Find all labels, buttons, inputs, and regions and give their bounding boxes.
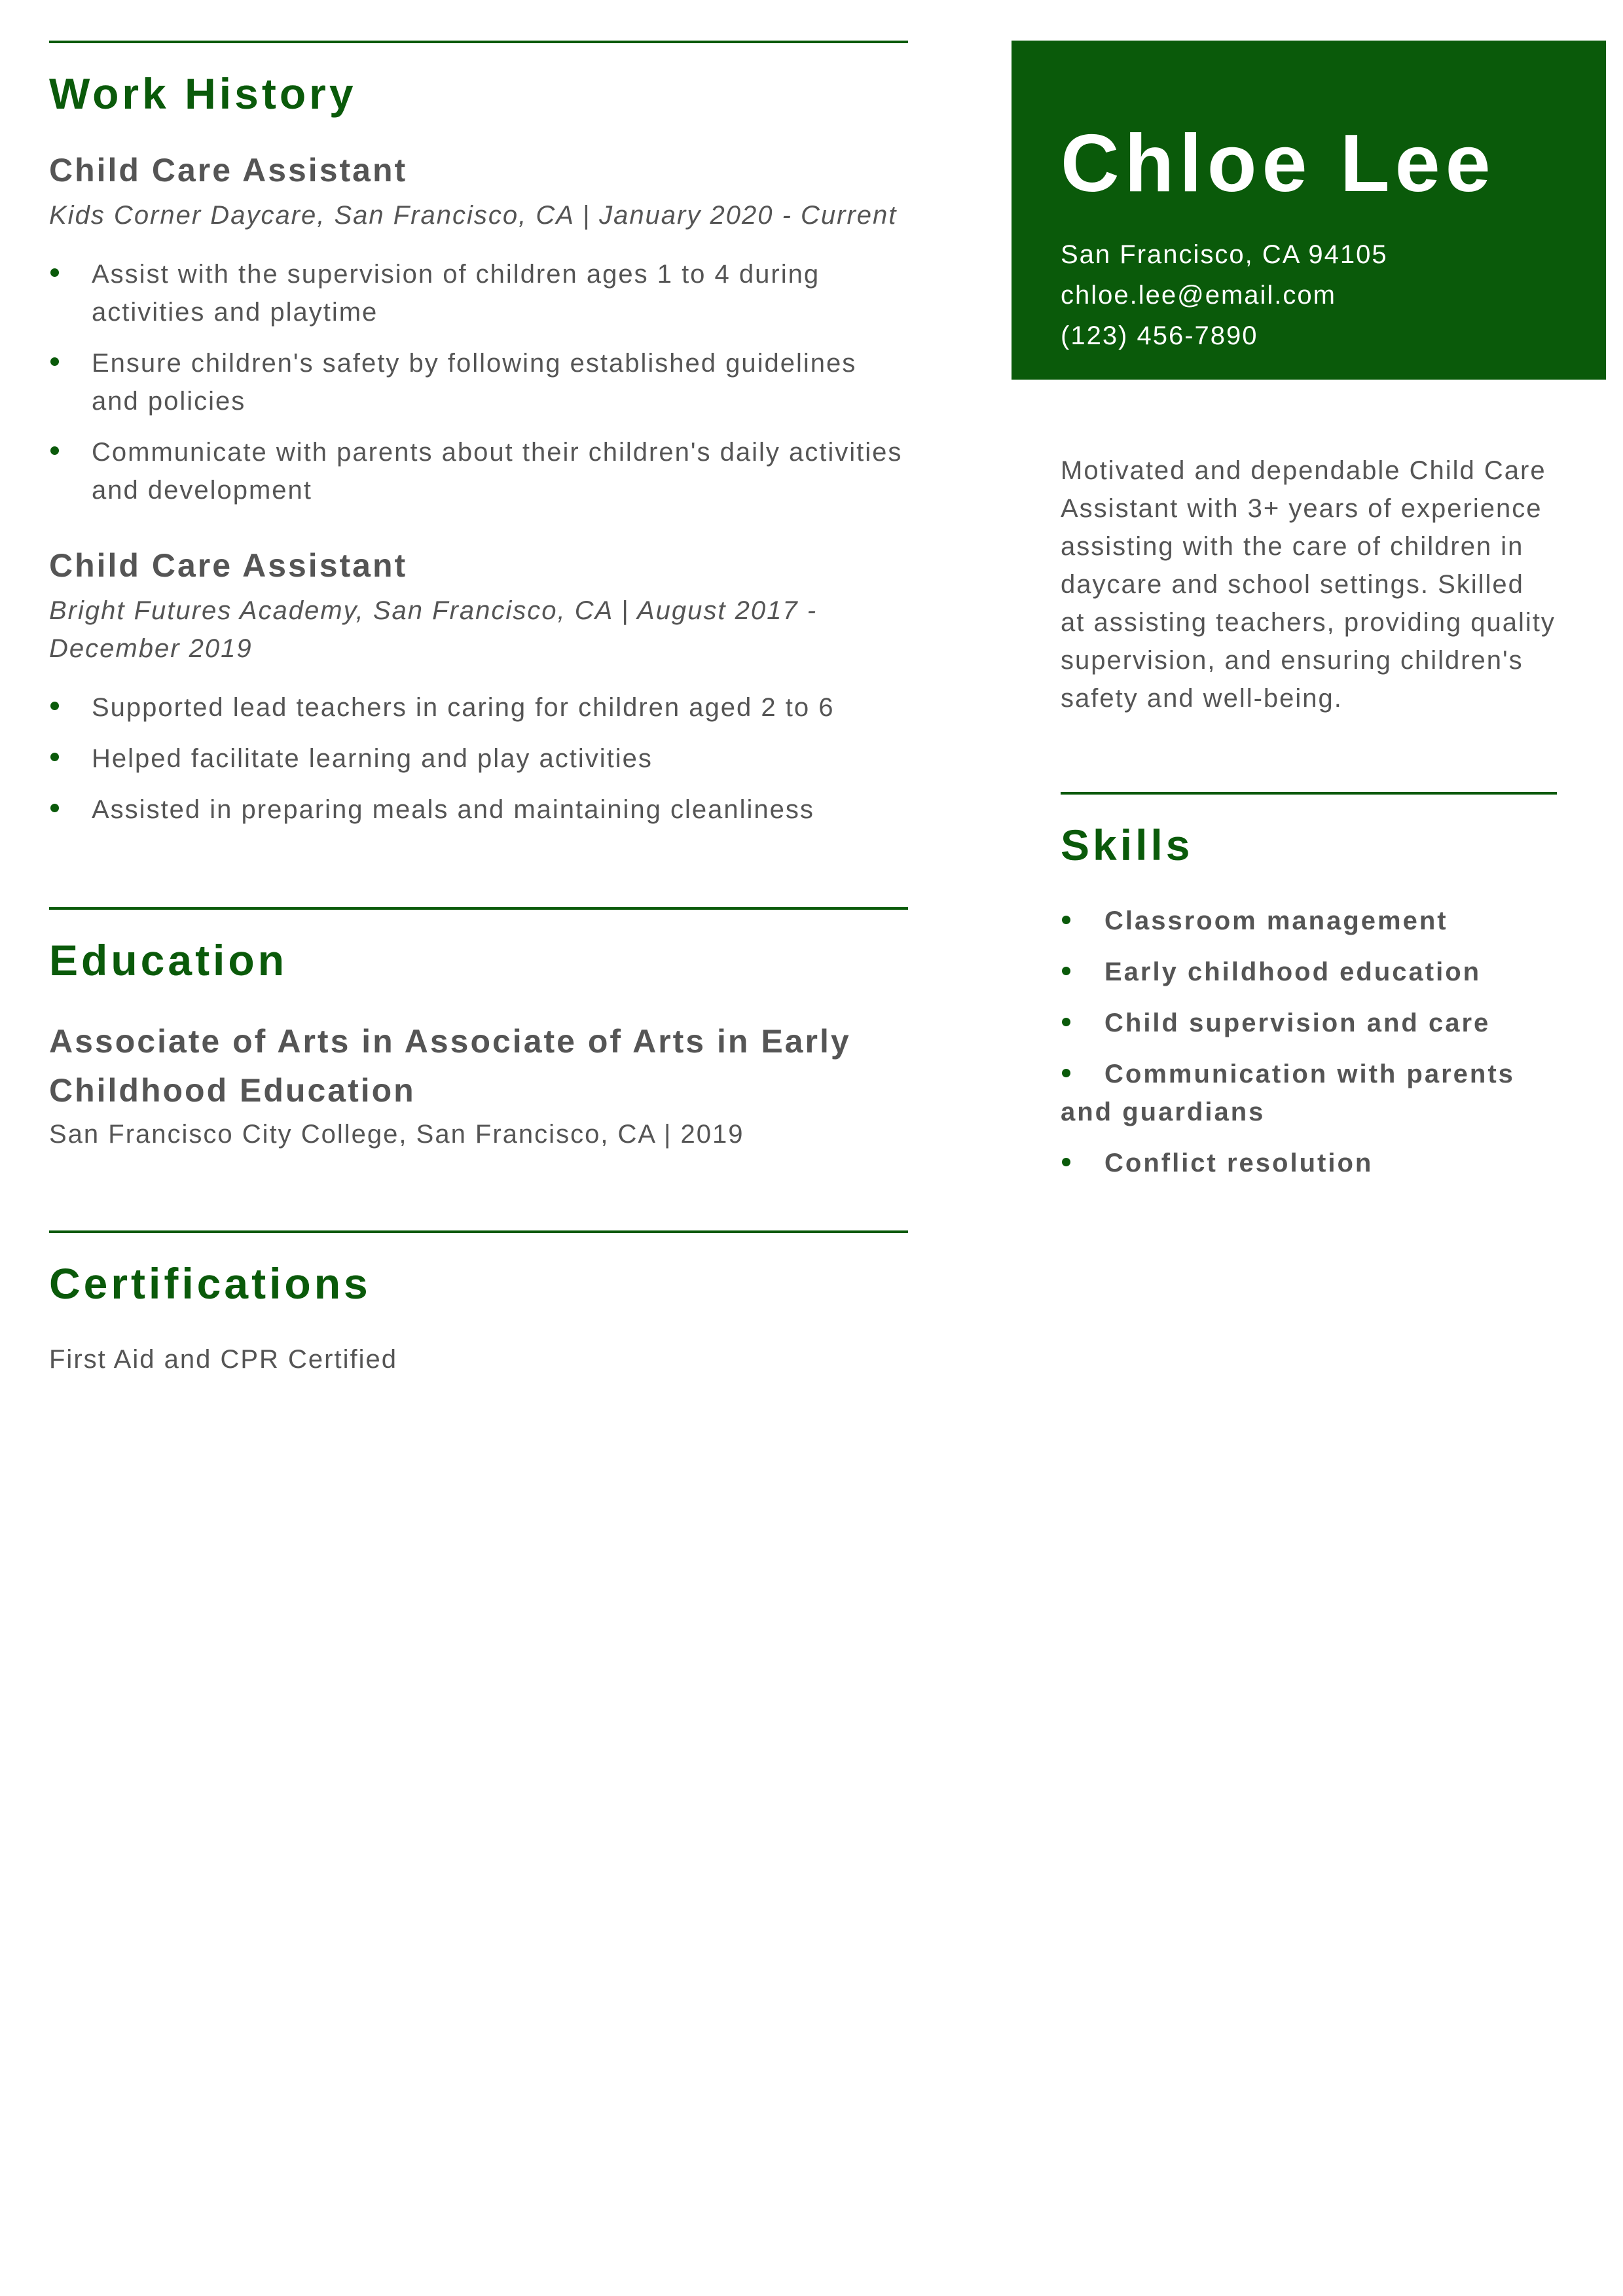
skills-heading: Skills [1061, 821, 1194, 869]
contact-email: chloe.lee@email.com [1061, 281, 1336, 310]
job-meta [49, 592, 908, 668]
bullet-text: Helped facilitate learning and play activities [92, 744, 653, 773]
certifications-heading: Certifications [49, 1259, 371, 1308]
bullet-icon [50, 268, 59, 277]
job-dates: | January 2020 - Current [574, 201, 898, 230]
list-item [49, 255, 908, 331]
job-meta [49, 196, 908, 234]
skills-section [1061, 792, 1557, 1182]
list-item [1061, 1004, 1557, 1042]
job-location: , San Francisco, CA [317, 201, 574, 230]
bullet-icon [1062, 916, 1070, 924]
education-school: San Francisco City College, San Francisco, CA | 2019 [49, 1120, 744, 1149]
bullet-text: Communicate with parents about their children's daily activities and development [92, 438, 903, 505]
bullet-text: Ensure children's safety by following established guidelines and policies [92, 349, 857, 416]
skills-list [1061, 902, 1557, 1182]
skill-text: Classroom management [1104, 906, 1448, 935]
job-company: Bright Futures Academy [49, 596, 356, 625]
list-item [49, 791, 908, 829]
list-item [49, 740, 908, 778]
job-entry [49, 151, 908, 509]
bullet-icon [50, 357, 59, 366]
contact-phone: (123) 456-7890 [1061, 321, 1258, 350]
bullet-icon [50, 753, 59, 761]
certification-item: First Aid and CPR Certified [49, 1345, 397, 1374]
education-degree: Associate of Arts in Associate of Arts in Early Childhood Education [49, 1023, 851, 1109]
list-item [1061, 902, 1557, 940]
job-entry [49, 546, 908, 829]
skill-text: Conflict resolution [1104, 1149, 1374, 1177]
bullet-icon [50, 804, 59, 812]
job-title: Child Care Assistant [49, 547, 408, 584]
list-item [1061, 1055, 1557, 1131]
contact-address: San Francisco, CA 94105 [1061, 240, 1388, 269]
bullet-text: Supported lead teachers in caring for children aged 2 to 6 [92, 693, 835, 722]
job-location: , San Francisco, CA [356, 596, 613, 625]
skill-text: Early childhood education [1104, 958, 1482, 986]
bullet-icon [1062, 967, 1070, 975]
list-item [49, 689, 908, 726]
certifications-section [49, 1230, 908, 1378]
work-history-heading: Work History [49, 69, 357, 118]
main-column [49, 41, 908, 1378]
list-item [49, 344, 908, 420]
side-column [1061, 452, 1557, 1195]
professional-summary: Motivated and dependable Child Care Assistant with 3+ years of experience assisting with the care of children in daycare and school settings. Skilled at assisting teachers, providing quality supervision, and ensuring children's safety and well-being. [1061, 456, 1556, 713]
list-item [1061, 953, 1557, 991]
list-item [1061, 1144, 1557, 1182]
bullet-icon [1062, 1158, 1070, 1166]
education-section [49, 907, 908, 1153]
bullet-icon [1062, 1018, 1070, 1026]
work-history-section [49, 41, 908, 829]
job-bullets [49, 255, 908, 509]
skill-text: Child supervision and care [1104, 1009, 1491, 1037]
list-item [49, 433, 908, 509]
bullet-text: Assist with the supervision of children ages 1 to 4 during activities and playtime [92, 260, 820, 327]
bullet-icon [1062, 1069, 1070, 1077]
job-company: Kids Corner Daycare [49, 201, 318, 230]
skill-text: Communication with parents and guardians [1061, 1060, 1515, 1126]
bullet-text: Assisted in preparing meals and maintaining cleanliness [92, 795, 814, 824]
education-heading: Education [49, 936, 288, 984]
candidate-name: Chloe Lee [1061, 118, 1496, 209]
header-box [1012, 41, 1606, 380]
job-bullets [49, 689, 908, 829]
job-title: Child Care Assistant [49, 152, 408, 188]
job-dates: | August 2017 - December 2019 [49, 596, 818, 663]
bullet-icon [50, 446, 59, 455]
bullet-icon [50, 702, 59, 710]
